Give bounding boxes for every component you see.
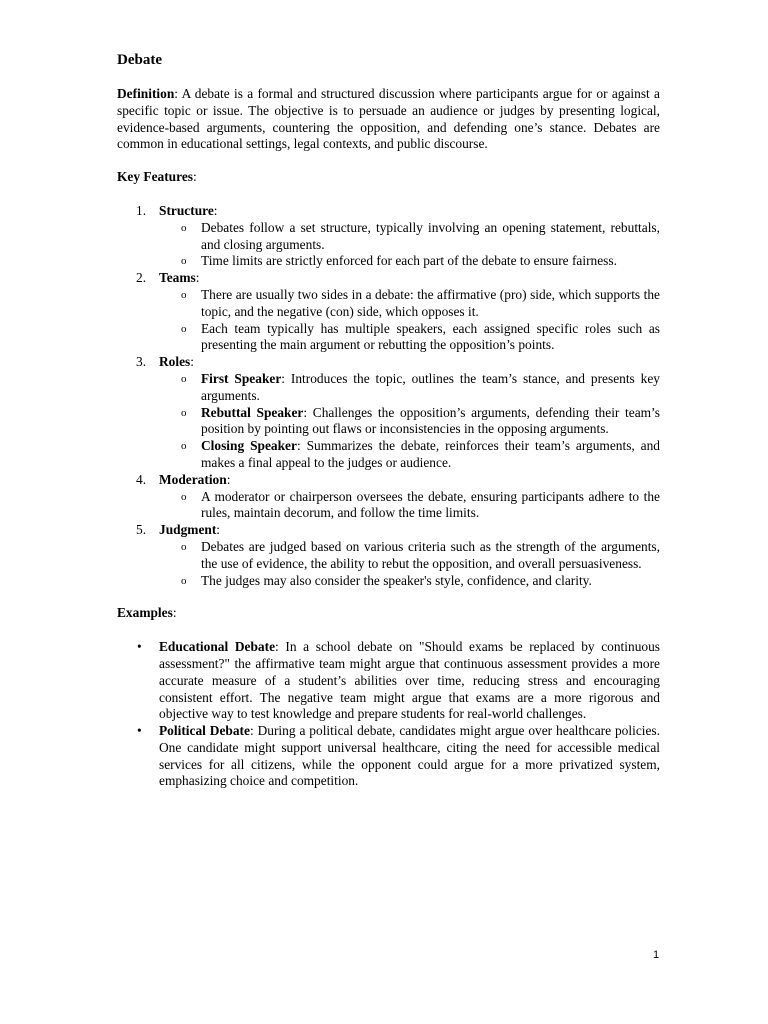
sub-bullet: o (181, 490, 187, 503)
example-text: : During a political debate, candidates might argue over healthcare policies. One candidate might support universal healthcare, citing the need for accessible medical services for all citizens, while the opponent could argue for a more privatized system, emphasizing choice and competition. (159, 723, 660, 789)
sub-bullet: o (181, 574, 187, 587)
feature-number: 3. (136, 354, 147, 370)
examples-heading: Examples: (117, 605, 177, 621)
feature-point-text: Time limits are strictly enforced for each part of the debate to ensure fairness. (201, 253, 617, 269)
feature-item: 4. Moderation: o A moderator or chairperson oversees the debate, ensuring participants adhere to the rules, maintain decorum, and follow the time limits. (136, 471, 660, 521)
feature-title: Teams (159, 270, 196, 286)
feature-number: 5. (136, 522, 147, 538)
feature-point-text: Debates are judged based on various criteria such as the strength of the arguments, the use of evidence, the ability to rebut the opposition, and overall persuasiveness. (201, 538, 660, 571)
feature-point (159, 573, 660, 590)
feature-point-text: : Challenges the opposition’s arguments, defending their team’s position by pointing out flaws or inconsistencies in the opposing arguments. (201, 404, 660, 437)
feature-point-text: There are usually two sides in a debate: the affirmative (pro) side, which supports the topic, and the negative (con) side, which opposes it. (201, 286, 660, 319)
page-number: 1 (653, 949, 660, 961)
feature-points (159, 287, 660, 354)
feature-number: 4. (136, 471, 147, 487)
sub-bullet: o (181, 288, 187, 301)
feature-points (159, 489, 660, 523)
role-name: Closing Speaker (201, 438, 297, 454)
feature-point-text: : Summarizes the debate, reinforces their team’s arguments, and makes a final appeal to the judges or audience. (201, 438, 660, 470)
feature-point (159, 321, 660, 355)
feature-point-text: Debates follow a set structure, typically involving an opening statement, rebuttals, and closing arguments. (201, 219, 660, 252)
feature-title: Judgment (159, 522, 217, 538)
feature-title: Roles (159, 354, 191, 370)
feature-point (159, 287, 660, 321)
feature-item: 3. Roles: o First Speaker: Introduces the topic, outlines the team’s stance, and presents key arguments. o Rebuttal Speaker: Challenges the opposition’s arguments, defending their team’s position by pointing out flaws or inconsistencies in the opposing arguments. o Closing Speaker: Summarizes the debate, reinforces their team’s arguments, and makes a final appeal to the judges or audience. (136, 354, 660, 470)
sub-bullet: o (181, 372, 187, 385)
feature-item: 5. Judgment: o Debates are judged based on various criteria such as the strength of the arguments, the use of evidence, the ability to rebut the opposition, and overall persuasiveness. o The judges may also consider the speaker's style, confidence, and clarity. (136, 522, 660, 588)
feature-item: 2. Teams: o There are usually two sides in a debate: the affirmative (pro) side, which supports the topic, and the negative (con) side, which opposes it. o Each team typically has multiple speakers, each assigned specific roles such as presenting the main argument or rebutting the opposition’s points. (136, 270, 660, 353)
examples-label: Examples (117, 605, 173, 621)
definition-paragraph (117, 86, 660, 153)
feature-points (159, 220, 660, 270)
sub-bullet: o (181, 406, 187, 419)
example-title: Educational Debate (159, 639, 276, 655)
sub-bullet: o (181, 255, 187, 268)
example-text: : In a school debate on "Should exams be replaced by continuous assessment?" the affirmative team might argue that continuous assessment provides a more accurate measure of a student’s abilities over time, reducing stress and encouraging consistent effort. The negative team might argue that exams are a more rigorous and objective way to test knowledge and prepare students for real-world challenges. (159, 639, 660, 722)
sub-bullet: o (181, 221, 187, 234)
feature-point (159, 489, 660, 523)
sub-bullet: o (181, 440, 187, 453)
bullet: • (137, 639, 142, 655)
key-features-list (117, 203, 660, 589)
feature-point-text: : Introduces the topic, outlines the team’s stance, and presents key arguments. (201, 370, 660, 403)
feature-point (159, 539, 660, 573)
feature-point (159, 438, 660, 472)
feature-point-text: The judges may also consider the speaker's style, confidence, and clarity. (201, 572, 592, 588)
feature-item: 1. Structure: o Debates follow a set structure, typically involving an opening statement, rebuttals, and closing arguments. o Time limits are strictly enforced for each part of the debate to ensure fairness. (136, 202, 660, 269)
role-name: First Speaker (201, 370, 282, 386)
example-item (117, 723, 660, 790)
example-item (117, 639, 660, 723)
definition-label: Definition (117, 86, 175, 101)
document-page (117, 50, 660, 790)
key-features-heading: Key Features: (117, 169, 197, 185)
sub-bullet: o (181, 322, 187, 335)
sub-bullet: o (181, 540, 187, 553)
feature-number: 2. (136, 270, 147, 286)
feature-point (159, 405, 660, 439)
feature-title: Structure (159, 202, 214, 218)
feature-point-text: A moderator or chairperson oversees the debate, ensuring participants adhere to the rules, maintain decorum, and follow the time limits. (201, 488, 660, 521)
feature-point (159, 253, 660, 270)
feature-point-text: Each team typically has multiple speakers, each assigned specific roles such as presenting the main argument or rebutting the opposition’s points. (201, 320, 660, 353)
role-name: Rebuttal Speaker (201, 404, 304, 420)
feature-point (159, 371, 660, 405)
key-features-label: Key Features (117, 169, 193, 185)
document-title: Debate (117, 52, 162, 68)
examples-list (117, 639, 660, 790)
bullet: • (137, 723, 142, 739)
feature-points (159, 371, 660, 472)
feature-title: Moderation (159, 471, 227, 487)
feature-number: 1. (136, 202, 147, 218)
feature-point (159, 220, 660, 254)
feature-points (159, 539, 660, 589)
example-title: Political Debate (159, 723, 250, 739)
definition-text: : A debate is a formal and structured discussion where participants argue for or against a specific topic or issue. The objective is to persuade an audience or judges by presenting logical, evidence-based arguments, countering the opposition, and defending one’s stance. Debates are common in educational settings, legal contexts, and public discourse. (117, 86, 660, 152)
